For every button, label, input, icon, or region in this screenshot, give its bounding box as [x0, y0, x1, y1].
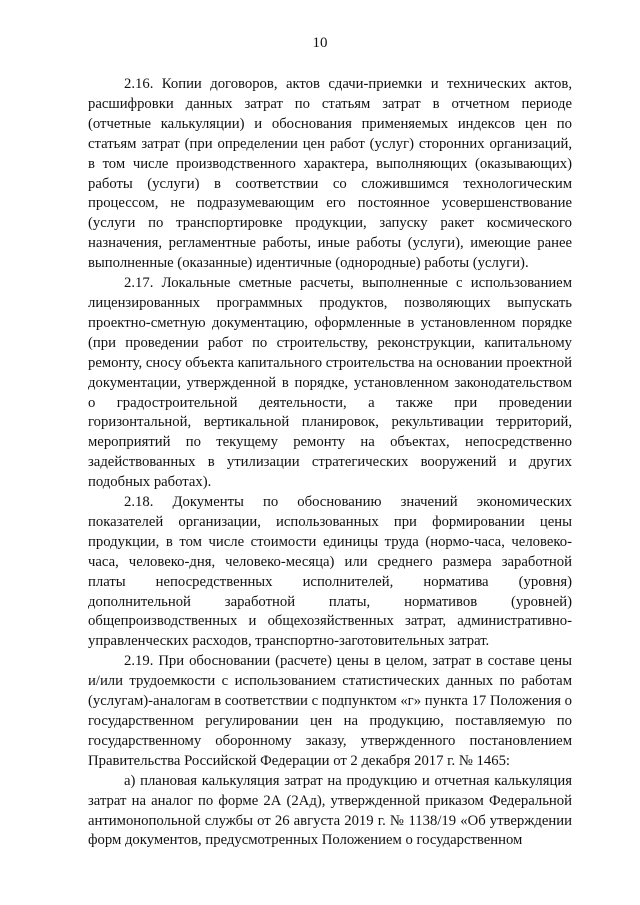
paragraph-2-18: 2.18. Документы по обоснованию значений экономических показателей организации, использованных при формировании цены продукции, в том числе стоимости единицы труда (нормо-часа, человеко-часа, человеко-дня, человеко-месяца) или среднего размера заработной платы непосредственных исполнителей, норматива (уровня) дополнительной заработной платы, нормативов (уровней) общепроизводственных и общехозяйственных затрат, административно-управленческих расходов, транспортно-заготовительных затрат.: [88, 494, 572, 650]
paragraph-2-16: 2.16. Копии договоров, актов сдачи-приемки и технических актов, расшифровки данных затрат по статьям затрат в отчетном периоде (отчетные калькуляции) и обоснования применяемых индексов цен по статьям затрат (при определении цен работ (услуг) сторонних организаций, в том числе производственного характера, выполняющих (оказывающих) работы (услуги) в соответствии со сложившимся технологическим процессом, не подразумевающим его постоянное усовершенствование (услуги по транспортировке продукции, запуску ракет космического назначения, регламентные работы, иные работы (услуги), имеющие ранее выполненные (оказанные) идентичные (однородные) работы (услуги).: [88, 76, 572, 272]
page-number: 10: [312, 35, 328, 51]
paragraph-2-19: 2.19. При обосновании (расчете) цены в целом, затрат в составе цены и/или трудоемкости с использованием статистических данных по работам (услугам)-аналогам в соответствии с подпунктом «г» пункта 17 Положения о государственном регулировании цен на продукцию, поставляемую по государственному оборонному заказу, утвержденного постановлением Правительства Российской Федерации от 2 декабря 2017 г. № 1465:: [88, 653, 572, 769]
paragraph-2-17: 2.17. Локальные сметные расчеты, выполненные с использованием лицензированных программных продуктов, позволяющих выпускать проектно-сметную документацию, оформленные в установленном порядке (при проведении работ по строительству, реконструкции, капитальному ремонту, сносу объекта капитального строительства на основании проектной документации, утвержденной в порядке, установленном законодательством о градостроительной деятельности, а также при проведении горизонтальной, вертикальной планировок, рекультивации территорий, мероприятий по текущему ремонту на объектах, непосредственно задействованных в утилизации стратегических вооружений и других подобных работах).: [88, 275, 572, 491]
paragraph-2-19-a: а) плановая калькуляция затрат на продукцию и отчетная калькуляция затрат на аналог по форме 2А (2Ад), утвержденной приказом Федеральной антимонопольной службы от 26 августа 2019 г. № 1138/19 «Об утверждении форм документов, предусмотренных Положением о государственном: [88, 772, 572, 849]
document-body: [88, 75, 572, 851]
